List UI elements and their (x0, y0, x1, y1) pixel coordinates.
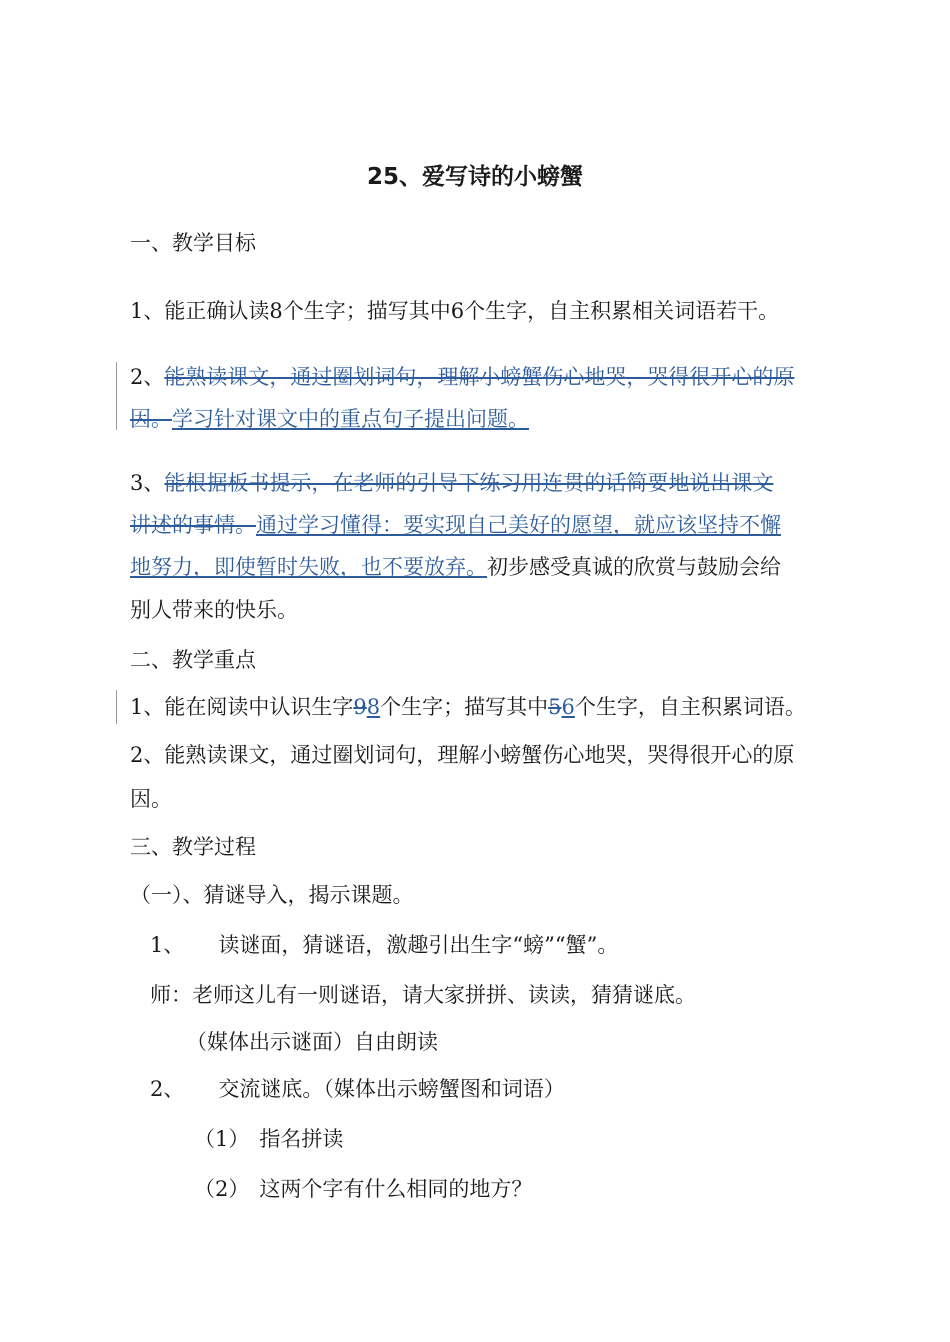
goal-item-1: 1、能正确认读8个生字；描写其中6个生字，自主积累相关词语若干。 (130, 299, 780, 323)
teacher-line: 师：老师这儿有一则谜语，请大家拼拼、读读，猜猜谜底。 (150, 983, 696, 1007)
deleted-text: 能熟读课文，通过圈划词句，理解小螃蟹伤心地哭，哭得很开心的原 (164, 365, 795, 389)
question-text: 这两个字有什么相同的地方？ (259, 1177, 533, 1201)
step-text: 交流谜底。（媒体出示螃蟹图和词语） (218, 1077, 565, 1101)
question-2 (194, 1174, 532, 1204)
goal-item-3-line-2 (130, 510, 781, 540)
goal-item-2-line-1 (130, 362, 794, 392)
process-subheading-1: （一）、猜谜导入，揭示课题。 (130, 883, 414, 907)
deleted-text: 9 (353, 695, 367, 719)
question-1 (194, 1124, 343, 1154)
deleted-text: 讲述的事情。 (130, 513, 256, 537)
focus-item-2-line-2: 因。 (130, 787, 172, 811)
deleted-text: 5 (548, 695, 562, 719)
inserted-text: 地努力，即使暂时失败，也不要放弃。 (130, 555, 487, 579)
question-number: （2） (194, 1177, 250, 1201)
body-text: 初步感受真诚的欣赏与鼓励会给 (487, 555, 781, 579)
section-heading-focus: 二、教学重点 (130, 648, 256, 672)
goal-item-3-line-1 (130, 468, 773, 498)
revision-bar (116, 690, 117, 724)
question-number: （1） (194, 1127, 250, 1151)
goal-item-3-line-4: 别人带来的快乐。 (130, 598, 298, 622)
focus-item-2-line-1: 2、能熟读课文，通过圈划词句，理解小螃蟹伤心地哭，哭得很开心的原 (130, 743, 795, 767)
body-text: 1、能在阅读中认识生字 (130, 695, 354, 719)
document-title: 25、爱写诗的小螃蟹 (366, 164, 583, 190)
inserted-text: 6 (561, 695, 575, 719)
step-number: 2、 (150, 1077, 185, 1101)
item-number: 3、 (130, 471, 165, 495)
question-text: 指名拼读 (259, 1127, 344, 1151)
focus-item-1 (130, 692, 806, 722)
inserted-text: 通过学习懂得：要实现自己美好的愿望，就应该坚持不懈 (256, 513, 781, 537)
process-step-2 (150, 1074, 565, 1104)
section-heading-process: 三、教学过程 (130, 835, 256, 859)
body-text: 个生字；描写其中 (380, 695, 549, 719)
process-step-1 (150, 930, 618, 960)
step-number: 1、 (150, 933, 185, 957)
inserted-text: 8 (366, 695, 381, 719)
inserted-text: 学习针对课文中的重点句子提出问题。 (172, 407, 529, 431)
item-number: 2、 (130, 365, 165, 389)
deleted-text: 能根据板书提示，在老师的引导下练习用连贯的话简要地说出课文 (164, 471, 774, 495)
media-note: （媒体出示谜面）自由朗读 (186, 1030, 438, 1054)
step-text: 读谜面，猜谜语，激趣引出生字“螃”“蟹”。 (218, 933, 619, 957)
goal-item-2-line-2 (130, 404, 529, 434)
body-text: 个生字，自主积累词语。 (574, 695, 806, 719)
goal-item-3-line-3 (130, 552, 781, 582)
section-heading-goals: 一、教学目标 (130, 231, 256, 255)
deleted-text: 因。 (130, 407, 172, 431)
revision-bar (116, 362, 117, 430)
